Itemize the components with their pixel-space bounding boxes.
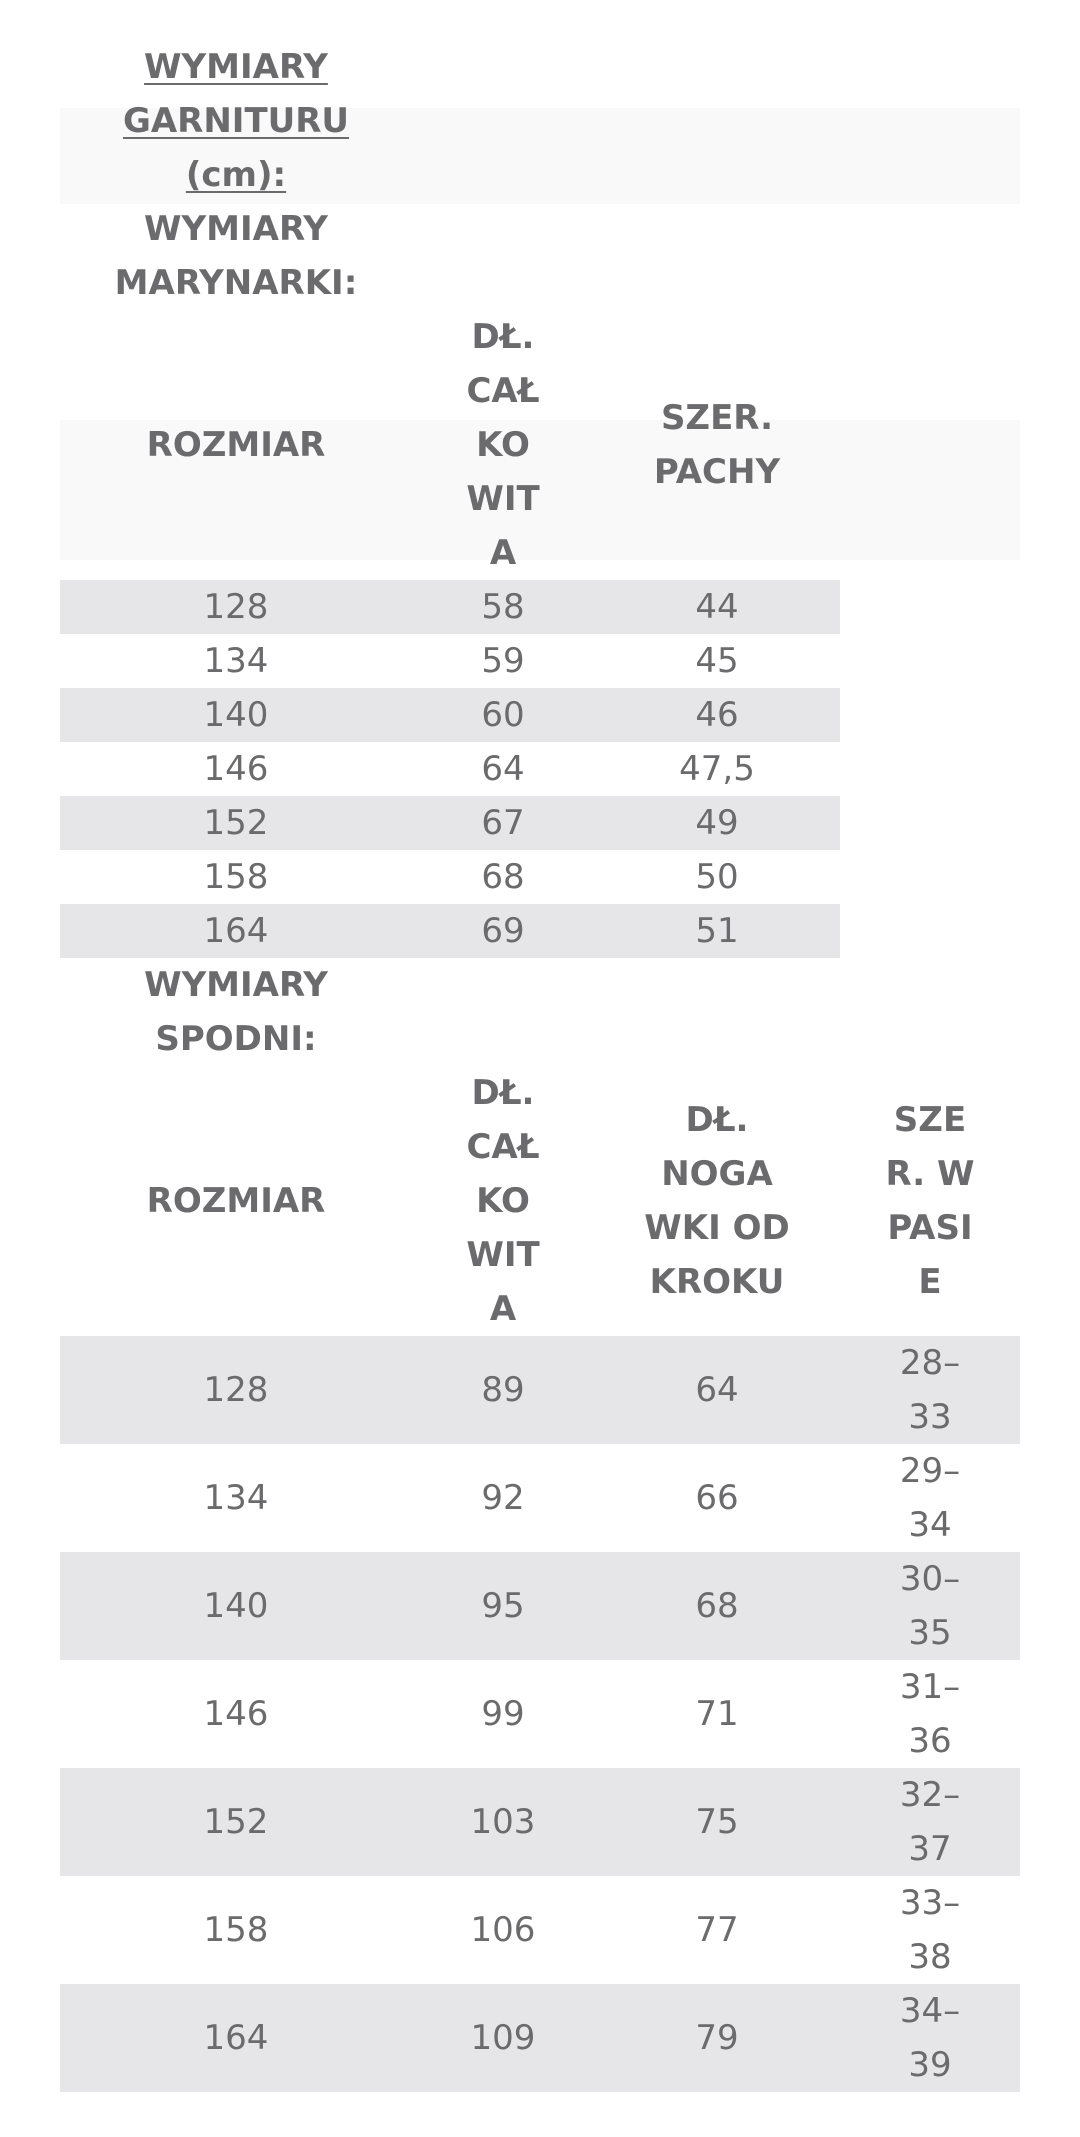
table-cell: 28– 33 [899,1343,961,1437]
table-cell: 66 [695,1478,739,1518]
table-cell: 158 [203,1910,269,1950]
table-cell: 29– 34 [899,1451,961,1545]
table-cell: 68 [695,1586,739,1626]
table-cell: 140 [203,1586,269,1626]
table-cell: 51 [695,911,739,951]
table-cell: 49 [695,803,739,843]
table-cell: 103 [470,1802,536,1842]
table-cell: 134 [203,641,269,681]
table-cell: 32– 37 [899,1775,961,1869]
table-cell: 164 [203,911,269,951]
table-cell: 128 [203,1370,269,1410]
table-cell: 75 [695,1802,739,1842]
table-cell: 46 [695,695,739,735]
trousers-header-length: DŁ. CAŁ KO WIT A [466,1073,540,1329]
table-cell: 146 [203,749,269,789]
jacket-heading: WYMIARY MARYNARKI: [114,209,358,303]
table-cell: 109 [470,2018,536,2058]
table-cell: 33– 38 [899,1883,961,1977]
table-cell: 99 [481,1694,525,1734]
table-cell: 134 [203,1478,269,1518]
table-cell: 31– 36 [899,1667,961,1761]
table-cell: 71 [695,1694,739,1734]
page-title: WYMIARY GARNITURU (cm): [122,47,350,195]
table-cell: 45 [695,641,739,681]
trousers-header-size: ROZMIAR [146,1181,326,1221]
table-cell: 59 [481,641,525,681]
table-cell: 47,5 [679,749,755,789]
table-cell: 60 [481,695,525,735]
table-cell: 34– 39 [899,1991,961,2085]
table-cell: 152 [203,1802,269,1842]
table-cell: 67 [481,803,525,843]
table-cell: 152 [203,803,269,843]
table-cell: 30– 35 [899,1559,961,1653]
table-cell: 92 [481,1478,525,1518]
table-cell: 164 [203,2018,269,2058]
table-cell: 58 [481,587,525,627]
jacket-header-chest: SZER. PACHY [653,398,781,492]
table-cell: 95 [481,1586,525,1626]
table-cell: 44 [695,587,739,627]
jacket-header-size: ROZMIAR [146,425,326,465]
trousers-heading: WYMIARY SPODNI: [144,965,328,1059]
trousers-header-inseam: DŁ. NOGA WKI OD KROKU [644,1100,790,1302]
table-cell: 106 [470,1910,536,1950]
table-cell: 79 [695,2018,739,2058]
table-cell: 68 [481,857,525,897]
table-cell: 69 [481,911,525,951]
table-cell: 89 [481,1370,525,1410]
table-cell: 77 [695,1910,739,1950]
table-cell: 128 [203,587,269,627]
table-cell: 64 [695,1370,739,1410]
table-cell: 140 [203,695,269,735]
table-cell: 146 [203,1694,269,1734]
trousers-header-waist: SZE R. W PASI E [885,1100,975,1302]
jacket-header-length: DŁ. CAŁ KO WIT A [466,317,540,573]
table-cell: 64 [481,749,525,789]
table-cell: 158 [203,857,269,897]
table-cell: 50 [695,857,739,897]
